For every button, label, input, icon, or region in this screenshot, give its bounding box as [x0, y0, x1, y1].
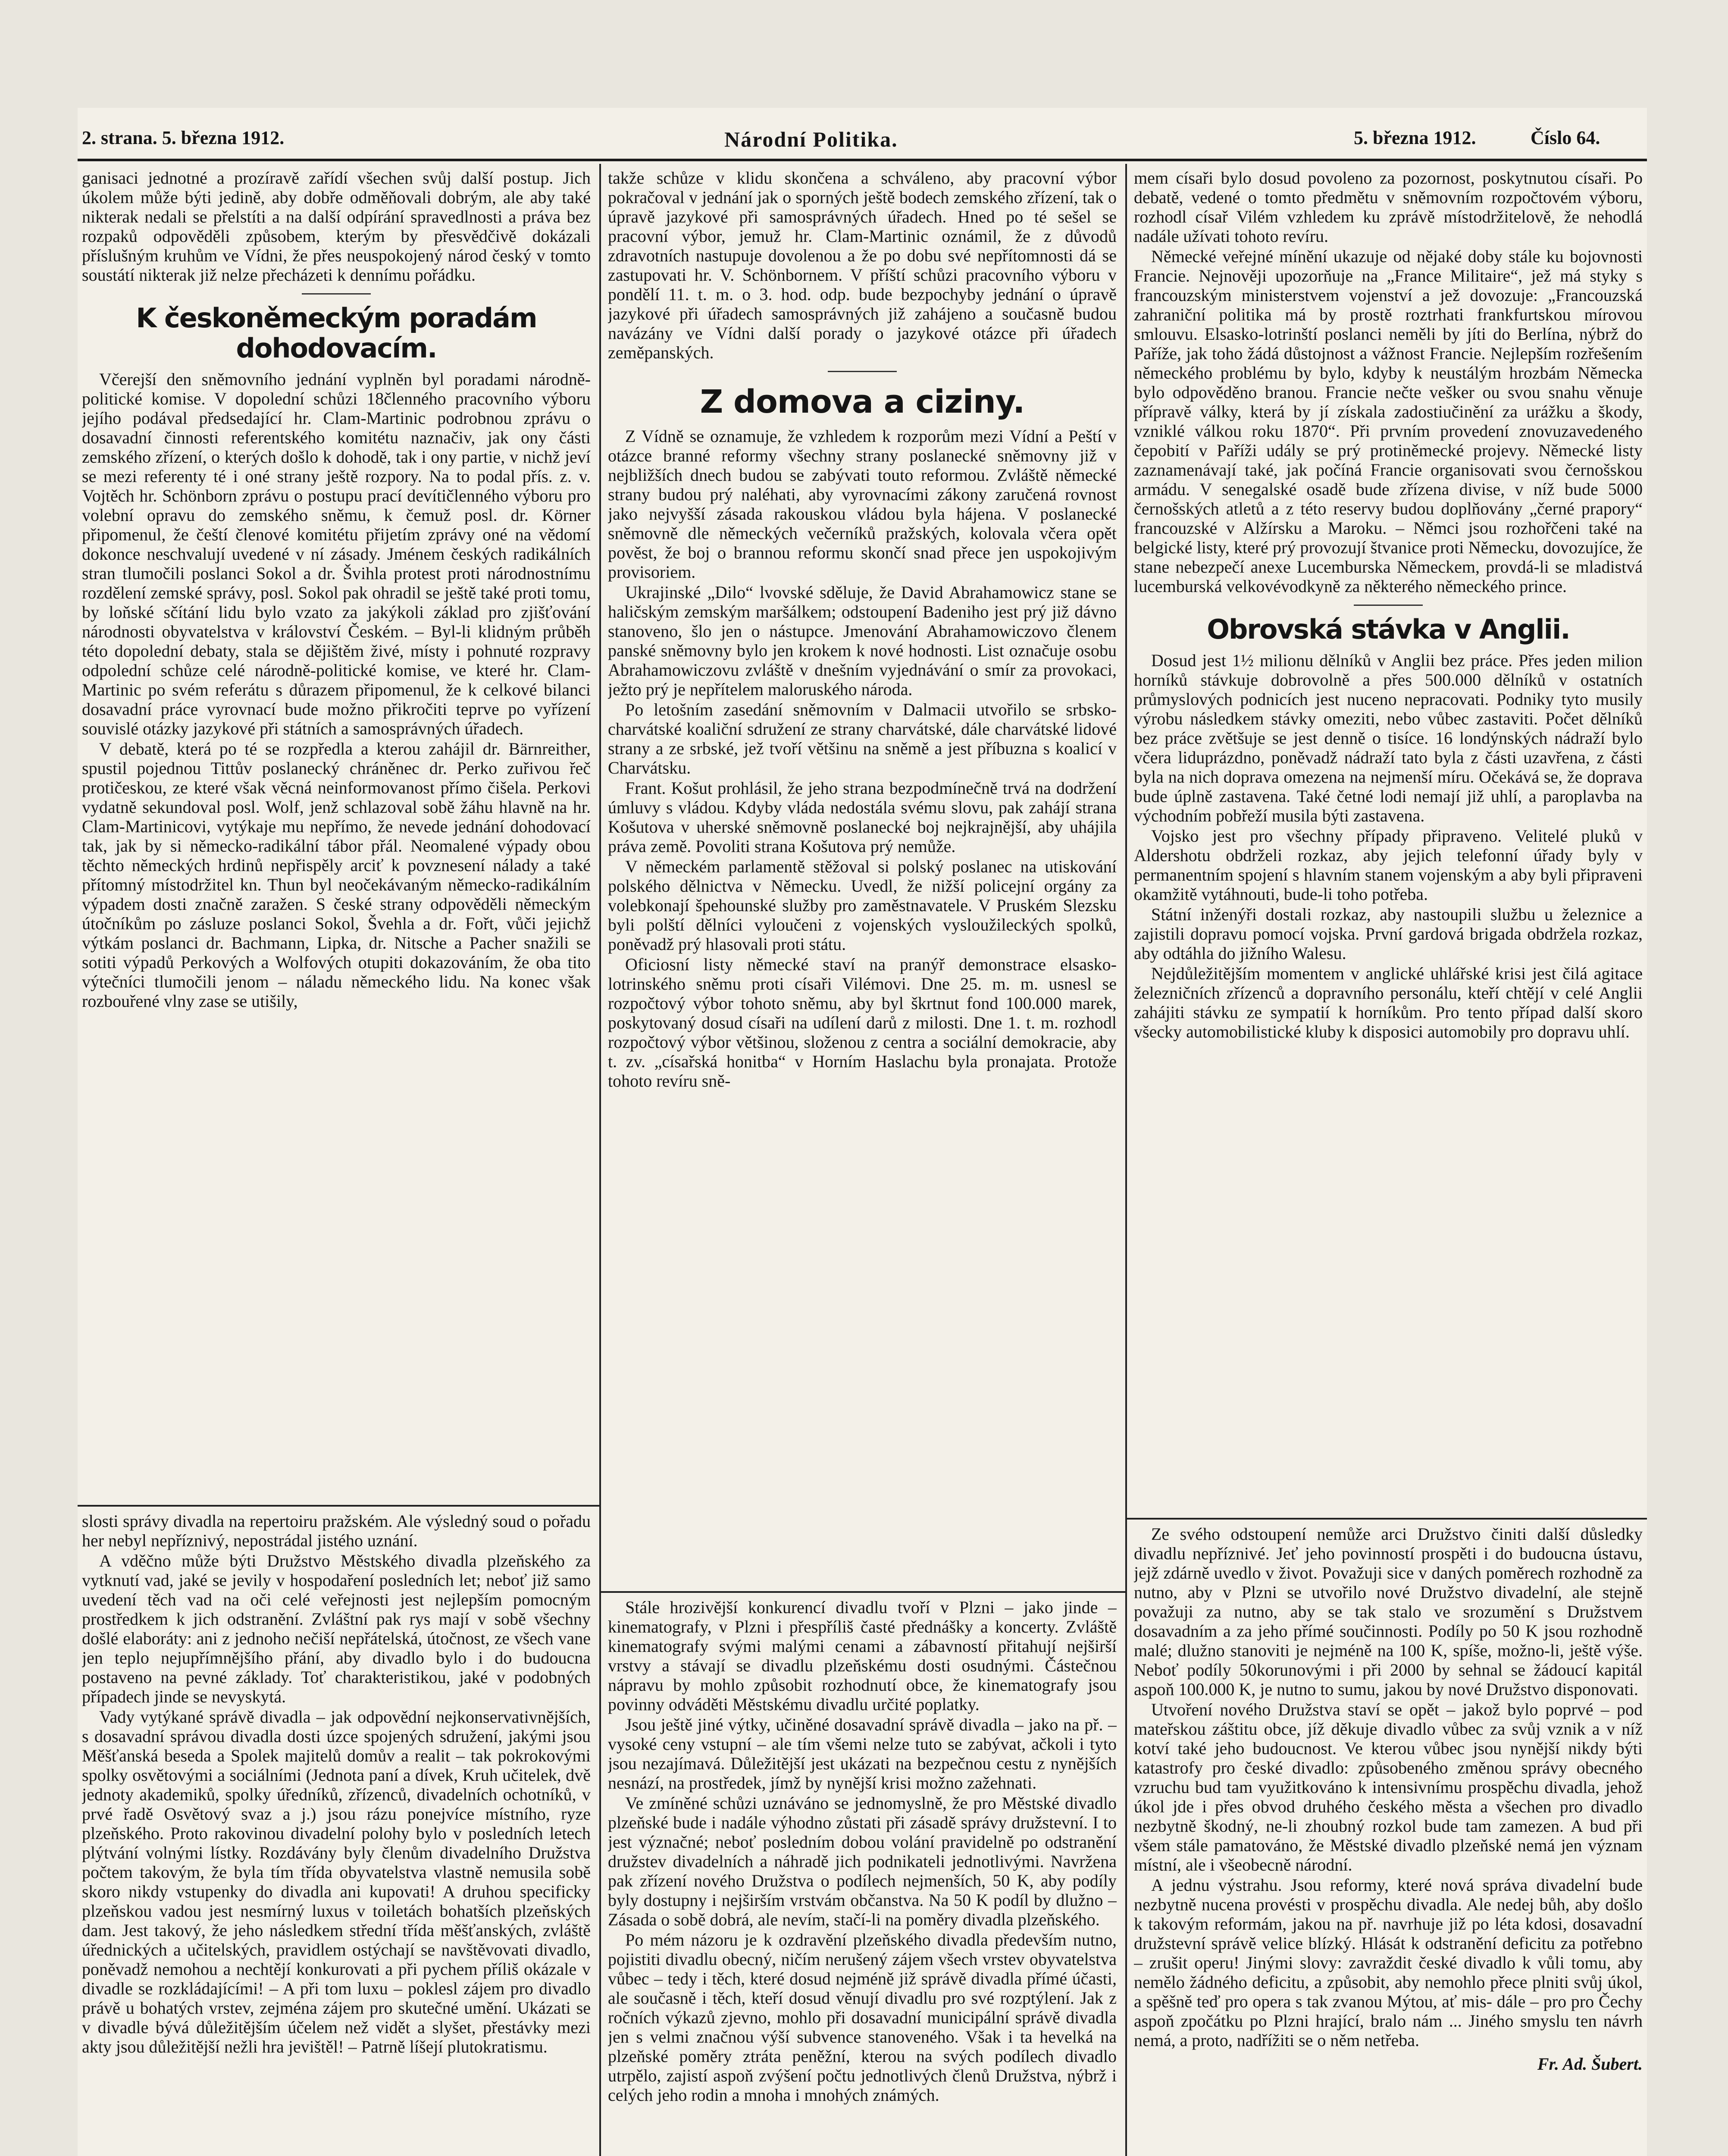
feuilleton-paragraph: Stále hrozivější konkurencí divadlu tvoří v Plzni – jako jinde – kinematografy, v Plzni i přespříliš časté přednášky a koncerty. Zvláště kinematografy svými malými cenami a zábavností přitahují nejširší vrstvy a stávají se divadlu plzeňskému dosti osudnými. Částečnou nápravu by mohlo způsobit rozhodnutí obce, že kinematografy jsou povinny odváděti Městskému divadlu určité poplatky. [608, 1598, 1117, 1714]
short-divider [828, 371, 897, 372]
feuilleton-paragraph: Po mém názoru je k ozdravění plzeňského divadla především nutno, pojistiti divadlu obecný, ničím nerušený zájem všech vrstev obyvatelstva vůbec – tedy i těch, které dosud nejméně již správě divadla přímé účasti, ale současně i těch, kteří dosud věnují divadlu pro své rozptýlení. Jak z ročních výkazů zjevno, mohlo při dosavadní municipální správě divadla jen s velmi značnou výší subvence stanoveného. Však i ta hevelká na plzeňské poměry ztráta peněžní, kterou na svých podílech divadlo utrpělo, zajistí aspoň zvýšení počtu jednotlivých členů Družstva, nýbrž i celých jeho rodin a mnoha i mnohých známých. [608, 1930, 1117, 2105]
headline-z-domova: Z domova a ciziny. [700, 383, 1025, 420]
news-paragraph: Z Vídně se oznamuje, že vzhledem k rozporům mezi Vídní a Peští v otázce branné reformy všechny strany poslanecké sněmovny již v nejbližších dnech budou se zabývati touto reformou. Zvláště německé strany budou prý naléhati, aby vyrovnacími zákony zaručená rovnost jako nejvyšší zásada rakouskou vládou byla hájena. V poslanecké sněmovně dle německých večerníků pražských, kolovala včera opět pověst, že boj o brannou reformu skončí snad přece jen uspokojivým provisoriem. [608, 426, 1117, 582]
header-date: 5. března 1912. [1354, 127, 1476, 148]
column-2-upper [608, 168, 1117, 1589]
header-rule [78, 159, 1647, 161]
news-paragraph: Státní inženýři dostali rozkaz, aby nastoupili službu u železnice a zajistili dopravu pomocí vojska. První gardová brigada obdržela rozkaz, aby odtáhla do jižního Walesu. [1134, 905, 1643, 963]
article-paragraph: Včerejší den sněmovního jednání vyplněn byl poradami národně-politické komise. V dopolední schůzi 18členného pracovního výboru jejího podával předsedající hr. Clam-Martinic podrobnou zprávu o dosavadní činnosti referentského komitétu naznačiv, jak ony části zemského zřízení, o kterých došlo k dohodě, tak i ony partie, v nichž jeví se mezi referenty té i oné strany ještě rozpory. Na to podal přís. z. v. Vojtěch hr. Schönborn zprávu o postupu prací devítičlenného výboru pro volební opravu do zemského sněmu, k čemuž posl. dr. Körner připomenul, že čeští členové komitétu přijetím zprávy oné na vědomí dokonce neschvalují uvedené v ní zásady. Jménem českých radikálních stran tlumočili poslanci Sokol a dr. Švihla protest proti národnostnímu rozdělení zemské správy, posl. Sokol pak ohradil se ještě také proti tomu, by loňské sčítání lidu bylo vzato za jakýkoli základ pro zjišťování národnosti obyvatelstva v království Českém. – Byl-li klidným průběh této dopolední debaty, stala se dějištěm živé, místy i pohnuté rozpravy odpolední schůze celé národně-politické komise, ve které hr. Clam-Martinic po svém referátu s důrazem připomenul, že k celkové bilanci dosavadní práce vyrovnací bude možno přikročiti teprve po vyřízení souvislé otázky jazykové při státních a samosprávných úřadech. [82, 370, 591, 738]
header-issue-number: Číslo 64. [1531, 127, 1600, 148]
article-paragraph: V debatě, která po té se rozpředla a kterou zahájil dr. Bärnreither, spustil pojednou Tittův poslanecký chráněnec dr. Perko zuřivou řeč protičeskou, ze které však věcná neinformovanost přímo čišela. Perkovi vydatně sekundoval posl. Wolf, jenž schlazoval sobě žáhu hlavně na hr. Clam-Martinicovi, vytýkaje mu nepřímo, že nevede jednání dohodovací tak, jak by si německo-radikální tábor přál. Neomalené výpady obou těchto německých hrdinů nepřispěly arciť k povznesení nálady a také přítomný místodržitel kn. Thun byl neočekávaným německo-radikálním výpadem dosti značně zaražen. S české strany odpověděli německým útočníkům po zásluze poslanci Sokol, Švehla a dr. Fořt, vůči jejichž výtkám poslanci dr. Bachmann, Lipka, dr. Nitsche a Pacher snažili se sotiti výpadů Perkových a Wolfových otupiti dokazováním, že oba tito výtečníci tlumočili jenom – náladu německého lidu. Na konec však rozbouřené vlny zase se utišily, [82, 739, 591, 1011]
column-divider-2 [1125, 164, 1127, 2156]
news-paragraph: Ukrajinské „Dilo“ lvovské sděluje, že David Abrahamowicz stane se haličským zemským maršálkem; odstoupení Badeniho jest prý již dávno stanoveno, šlo jen o nástupce. Jmenování Abrahamowiczovo členem panské sněmovny bylo jen krokem k nové hodnosti. List označuje osobu Abrahamowiczovu zvláště v dnešním vyjednávání o smír za provokaci, ježto prý je nepřítelem maloruského národa. [608, 583, 1117, 699]
column-1-upper [82, 168, 591, 1503]
feuilleton-rule-2 [599, 1591, 1125, 1593]
news-continuation: mem císaři bylo dosud povoleno za pozornost, poskytnutou císaři. Po debatě, vedené o tomto předmětu v sněmovním rozpočtovém výboru, rozhodl císař Vilém vzhledem ku zprávě místodržitelově, že nehodlá nadále užívati tohoto revíru. [1134, 168, 1643, 246]
feuilleton-column-2 [608, 1598, 1117, 2156]
news-paragraph: Frant. Košut prohlásil, že jeho strana bezpodmínečně trvá na dodržení úmluvy s vládou. Kdyby vláda nedostála svému slovu, pak zahájí strana Košutova v uherské sněmovně poslanecké boj nejkrajnější, aby uhájila práva země. Povoliti strana Košutova prý nemůže. [608, 778, 1117, 856]
feuilleton-rule-3 [1125, 1518, 1647, 1520]
article-continuation: takže schůze v klidu skončena a schváleno, aby pracovní výbor pokračoval v jednání jak o sporných ještě bodech zemského zřízení, tak o úpravě jazykové při samosprávných úřadech. Hned po té sešel se pracovní výbor, jemuž hr. Clam-Martinic oznámil, že z důvodů zdravotních nastupuje dovolenou a že po dobu své nepřítomnosti dá se zastupovati hr. V. Schönbornem. V příští schůzi pracovního výboru v pondělí 11. t. m. o 3. hod. odp. bude bezpochyby jednání o úpravě jazykové při úřadech samosprávných již zahájeno a současně budou navázány ve Vídni další porady o jazykové otázce při úřadech zeměpanských. [608, 168, 1117, 362]
headline-stavka-anglie: Obrovská stávka v Anglii. [1207, 614, 1570, 645]
page-header [78, 121, 1647, 160]
short-divider [1354, 605, 1423, 606]
headline-dohodovaci: K českoněmeckým poradám dohodovacím. [136, 302, 537, 364]
feuilleton-paragraph: Utvoření nového Družstva staví se opět – jakož bylo poprvé – pod mateřskou záštitu obce, jíž děkuje divadlo vůbec za svůj vznik a v níž kotví také jeho budoucnost. Ve kterou vůbec jsou nynější nikdy býti katastrofy pro české divadlo: způsobeného změnou správy obecného vzruchu bud tam využitkováno k intensivnímu prospěchu divadla, jehož úkol jde i přes obvod druhého českého města a všechen pro divadlo nezbytně škodný, ne-li zhoubný rozkol bude tam zamezen. A bud při všem stále pamatováno, že Městské divadlo plzeňské nemá jen význam místní, ale i všeobecně národní. [1134, 1700, 1643, 1874]
feuilleton-paragraph: Jsou ještě jiné výtky, učiněné dosavadní správě divadla – jako na př. – vysoké ceny vstupní – ale tím všemi nelze tuto se zabývat, ačkoli i tyto jsou nezajímavá. Důležitější jest ukázati na bezpečnou cestu z nynějších nesnází, na prostředek, jímž by nynější krisi možno zažehnati. [608, 1715, 1117, 1792]
feuilleton-paragraph: A vděčno může býti Družstvo Městského divadla plzeňského za vytknutí vad, jaké se jevily v hospodaření posledních let; neboť již samo uvedení těch vad na oči celé veřejnosti jest nejlepším pomocným prostředkem k jich odstranění. Zvláštní pak rys mají v sobě všechny došlé elaboráty: ani z jednoho nečiší nepřátelská, útočnost, ze všech vane jen teplo nejupřímnějšího přání, aby divadlo bylo i do budoucna postaveno na pevné základy. Toť charakteristikou, jaké v podobných případech jinde se nevyskytá. [82, 1551, 591, 1706]
header-page-date: 2. strana. 5. března 1912. [82, 127, 285, 148]
short-divider [302, 293, 371, 295]
masthead-title: Národní Politika. [724, 127, 898, 151]
feuilleton-paragraph: A jednu výstrahu. Jsou reformy, které nová správa divadelní bude nezbytně nucena provésti v prospěchu divadla. Ale nedej bůh, aby došlo k takovým reformám, jakou na př. navrhuje již po léta kdosi, dosavadní družstevní správě velice blízký. Hlását k odstranění deficitu za potřebno – zrušit operu! Jinými slovy: zavraždit české divadlo k vůli tomu, aby nemělo žádného deficitu, a způsobit, aby nemohlo přece plniti svůj úkol, a spěšně teď pro opera s tak zvanou Mýtou, ať mis- dále – pro pro Čechy aspoň zpočátku po Plzni hrající, bralo nám ... Jiného smyslu ten návrh nemá, a proto, nadřížiti se o něm netřeba. [1134, 1875, 1643, 2050]
column-divider-1 [599, 164, 601, 2156]
news-paragraph: Oficiosní listy německé staví na pranýř demonstrace elsasko-lotrinského sněmu proti císaři Vilémovi. Dne 25. m. m. usnesl se rozpočtový výbor tohoto sněmu, aby byl škrtnut fond 100.000 marek, poskytovaný dosud císaři na udílení darů z milosti. Dne 1. t. m. rozhodl rozpočtový výbor většinou, složenou z centra a sociální demokracie, aby t. zv. „císařská honitba“ v Horním Haslachu byla pronajata. Protože tohoto revíru sně- [608, 955, 1117, 1091]
column-3-upper [1134, 168, 1643, 1516]
news-paragraph: Vojsko jest pro všechny případy připraveno. Velitelé pluků v Aldershotu obdrželi rozkaz, aby jejich telefonní úřady byly v permanentním spojení s hlavním stanem vojenským a aby byli připraveni okamžitě vytáhnouti, bude-li toho potřeba. [1134, 826, 1643, 904]
news-paragraph: V německém parlamentě stěžoval si polský poslanec na utiskování polského dělnictva v Německu. Uvedl, že nižší policejní orgány za volebkonají špehounské služby pro zaměstnavatele. V Pruském Slezsku byli polští dělníci vyloučeni z vojenských vysloužileckých spolků, poněvadž prý hlasovali proti státu. [608, 857, 1117, 954]
newspaper-page [78, 108, 1647, 2156]
news-paragraph: Dosud jest 1½ milionu dělníků v Anglii bez práce. Přes jeden milion horníků stávkuje dobrovolně a přes 500.000 dělníků v ostatních průmyslových podnicích jest nuceno nepracovati. Podniky tyto musily výrobu následkem stávky omeziti, nebo vůbec zastaviti. Počet dělníků bez práce zvětšuje se jest denně o tisíce. 16 londýnských nádraží bylo včera liduprázdno, poněvadž nádraží tato byla z části uzavřena, z části byla na nich doprava omezena na nejmenší míru. Očekává se, že doprava bude úplně zastavena. Také četné lodi nemají již uhlí, a paroplavba na východním pobřeží musila býti zastavena. [1134, 651, 1643, 825]
news-paragraph: Nejdůležitějším momentem v anglické uhlářské krisi jest čilá agitace železničních zřízenců a dopravního personálu, kteří chtějí v celé Anglii zahájiti stávku ze sympatií k horníkům. Pro tento případ další skoro všecky automobilistické kluby k disposici automobily pro dopravu uhlí. [1134, 964, 1643, 1041]
article-continuation: ganisaci jednotné a prozíravě zařídí všechen svůj další postup. Jich úkolem může býti jedině, aby dobře odměňovali dobrým, ale aby také nikterak nedali se přelstíti a na další odpírání spravedlnosti a práva bez rozpaků odpověděli způsobem, kterým by přesvědčivě dokázali příslušným kruhům ve Vídni, že přes neuspokojený národ český v tomto soustátí nikterak již nelze přecházeti k dennímu pořádku. [82, 168, 591, 285]
news-paragraph: Německé veřejné mínění ukazuje od nějaké doby stále ku bojovnosti Francie. Nejnověji upozorňuje na „France Militaire“, jež má styky s francouzským ministerstvem vojenství a jež dovozuje: „Francouzská zahraniční politika má by prostě roztrhati frankfurtskou mírovou smlouvu. Elsasko-lotrinští poslanci neměli by jíti do Berlína, nýbrž do Paříže, jak toho žádá důstojnost a vážnost Francie. Nejlepším rozřešením německého problému by bylo, kdyby k neustálým hrozbám Německa bylo odpověděno branou. Francie nečte vešker ou svou snahu věnuje přípravě války, která by jí získala zadostiučinění za urážku a škody, vzniklé válkou roku 1870“. Při prvním provedení znovuzavedeného čepobití v Paříži udály se prý protiněmecké projevy. Německé listy zaznamenávají také, jak počíná Francie organisovati svou černošskou armádu. V senegalské osadě bude zřízena divise, v níž bude 5000 černošských atletů a z této reservy budou doplňovány „černé prapory“ francouzské v Alžírsku a Maroku. – Němci jsou rozhořčeni také na belgické listy, které prý provozují štvanice proti Německu, dovozujíce, že stane nebezpečí anexe Lucemburska Německem, provdá-li se mladistvá lucemburská velkovévodkyně za některého německého prince. [1134, 247, 1643, 596]
feuilleton-rule-1 [78, 1505, 599, 1507]
feuilleton-column-3 [1134, 1524, 1643, 2156]
author-signature: Fr. Ad. Šubert. [1537, 2054, 1643, 2074]
feuilleton-column-1 [82, 1511, 591, 2156]
feuilleton-paragraph: Vady vytýkané správě divadla – jak odpovědní nejkonservativnějších, s dosavadní správou divadla dosti úzce spojených sdružení, jakými jsou Měšťanská beseda a Spolek majitelů domův a realit – tak pokrokovými spolky osvětovými a sociálními (Jednota paní a dívek, Kruh učitelek, dvě jednoty akademiků, spolky úředníků, zřízenců, divadelních ochotníků, v prvé řadě Osvětový svaz a j.) jsou rázu ponejvíce místního, ryze plzeňského. Proto rakovinou divadelní polohy bylo v posledních letech plýtvání volnými lístky. Rozdávány byly členům divadelního Družstva počtem takovým, že byla tím třída obyvatelstva vlastně nemusila sobě skoro nikdy vstupenky do divadla ani kupovati! A druhou specificky plzeňskou vadou jest nesmírný luxus v toiletách bohatších plzeňských dam. Jest takový, že jeho následkem střední třída měšťanských, zvláště úřednických a učitelských, pravidlem ostýchají se navštěvovati divadlo, poněvadž nemohou a nechtějí konkurovati a při pychem příliš okázale v divadle se rozkládajícími! – A při tom luxu – poklesl zájem pro divadlo právě u bohatých vrstev, zejména zájem pro skutečné umění. Ukázati se v divadle bývá důležitějším účelem než vidět a slyšet, přestávky mezi akty jsou důležitější nežli hra jevištěl! – Patrně líšejí plutokratismu. [82, 1707, 591, 2056]
feuilleton-paragraph: Ze svého odstoupení nemůže arci Družstvo činiti další důsledky divadlu nepříznivé. Jeť jeho povinností prospěti i do budoucna ústavu, jejž zdárně uvedlo v život. Považuji sice v daných poměrech rozhodně za nutno, aby v Plzni se utvořilo nové Družstvo divadelní, ale stejně považuji za nutno, aby se tak stalo ve srozumění s Družstvem dosavadním a za jeho přímé součinnosti. Podíly po 50 K jsou rozhodně malé; dlužno stanoviti je nejméně na 100 K, spíše, možno-li, ještě výše. Neboť podíly 50korunovými i při 2000 by sehnal se žádoucí kapitál aspoň 100.000 K, je nutno to sumu, jakou by nové Družstvo disponovati. [1134, 1524, 1643, 1699]
feuilleton-paragraph: Ve zmíněné schůzi uznáváno se jednomyslně, že pro Městské divadlo plzeňské bude i nadále výhodno zůstati při zásadě správy družstevní. I to jest význačné; neboť posledním dobou volání pravidelně po odstranění družstev divadelních a náhradě jich podnikateli jednotlivými. Navržena pak zřízení nového Družstva o podílech nejmenších, 50 K, aby podíly byly dostupny i nejširším vrstvám občanstva. Na 50 K podíl by dlužno – Zásada o sobě dobrá, ale nevím, stačí-li na poměry divadla plzeňského. [608, 1793, 1117, 1929]
feuilleton-paragraph: slosti správy divadla na repertoiru pražském. Ale výsledný soud o pořadu her nebyl nepříznivý, nepostrádal jistého uznání. [82, 1511, 591, 1550]
news-paragraph: Po letošním zasedání sněmovním v Dalmacii utvořilo se srbsko-charvátské koaliční sdružení ze strany charvátské, dále charvátské lidové strany a ze srbské, jež tvoří většinu na sněmě a jest příbuzna s koalicí v Charvátsku. [608, 700, 1117, 777]
